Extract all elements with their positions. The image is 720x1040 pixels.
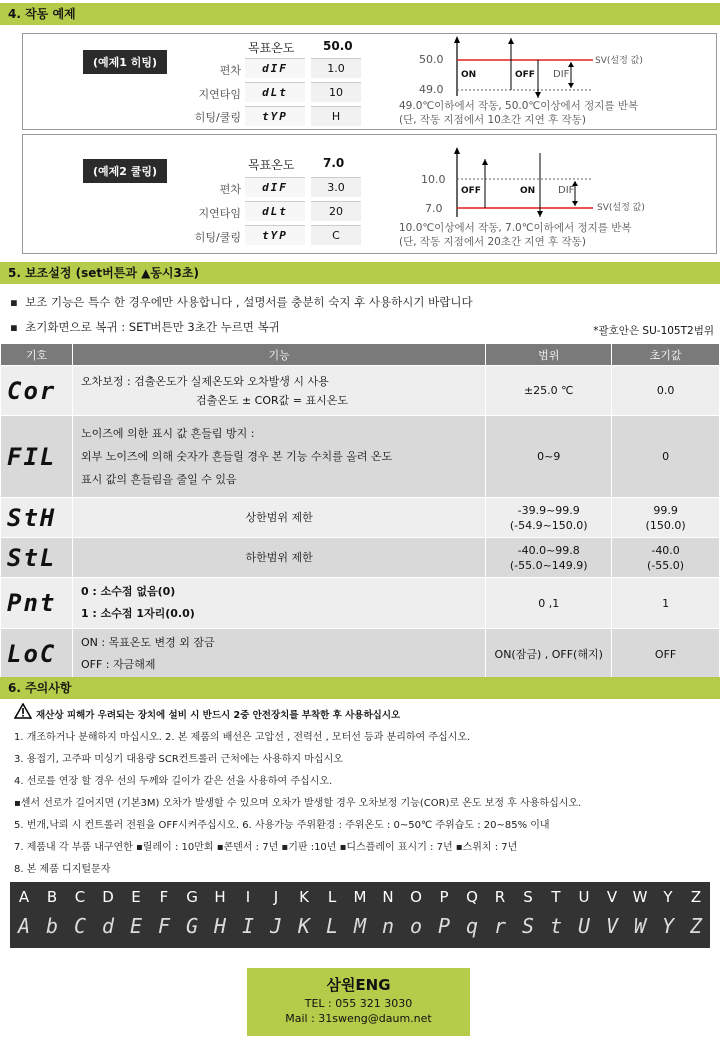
symbol-cell: Cor bbox=[1, 366, 73, 416]
table-header: 기호 bbox=[1, 344, 73, 366]
letter-label: Z bbox=[690, 888, 702, 906]
letter-label: V bbox=[606, 888, 618, 906]
table-row bbox=[1, 629, 720, 680]
param-label: 편차 bbox=[219, 183, 241, 196]
chart-note: (단, 작동 지점에서 10초간 지연 후 작동) bbox=[399, 114, 586, 126]
function-cell: 상한범위 제한 bbox=[72, 498, 485, 538]
digital-glyph: I bbox=[241, 914, 255, 938]
letter-label: K bbox=[299, 888, 309, 906]
param-value: 10 bbox=[311, 82, 361, 102]
table-row bbox=[1, 538, 720, 578]
chart-high-value: 10.0 bbox=[421, 173, 446, 186]
digital-glyph: V bbox=[605, 914, 619, 938]
param-label: 히팅/쿨링 bbox=[194, 111, 241, 124]
chart-off-label: OFF bbox=[461, 186, 481, 196]
table-header: 범위 bbox=[486, 344, 612, 366]
chart-sv-label: SV(설정 값) bbox=[595, 56, 643, 66]
digital-glyph: Y bbox=[661, 914, 675, 938]
init-cell: OFF bbox=[612, 629, 720, 680]
digital-glyph: Z bbox=[689, 914, 703, 938]
digital-glyph: E bbox=[129, 914, 143, 938]
letter-label: R bbox=[494, 888, 506, 906]
param-label: 지연타임 bbox=[198, 88, 241, 101]
letter-label: N bbox=[382, 888, 394, 906]
param-value: 1.0 bbox=[311, 58, 361, 78]
digital-glyph: F bbox=[157, 914, 171, 938]
chart-dif-label: DIF bbox=[558, 185, 575, 196]
digital-glyph: P bbox=[437, 914, 451, 938]
chart-off-label: OFF bbox=[515, 70, 535, 80]
table-header: 기능 bbox=[72, 344, 485, 366]
letter-label: O bbox=[410, 888, 422, 906]
caution-item: 5. 번개,낙뢰 시 컨트롤러 전원을 OFF시켜주십시오. 6. 사용가능 주위환경 : 주위온도 : 0~50℃ 주위습도 : 20~85% 이내 bbox=[14, 820, 550, 831]
letter-label: C bbox=[74, 888, 86, 906]
digital-glyph: G bbox=[185, 914, 199, 938]
caution-item: 7. 제품내 각 부품 내구연한 ▪릴레이 : 10만회 ▪콘덴서 : 7년 ▪기판 :10년 ▪디스플레이 표시기 : 7년 ▪스위치 : 7년 bbox=[14, 842, 518, 853]
param-value: 3.0 bbox=[311, 177, 361, 197]
aux-settings-table bbox=[0, 343, 720, 680]
digital-glyph: C bbox=[73, 914, 87, 938]
letter-label: F bbox=[159, 888, 169, 906]
caution-item: 3. 용접기, 고주파 미싱기 대용량 SCR컨트롤러 근처에는 사용하지 마십시오 bbox=[14, 754, 343, 765]
digital-glyph: n bbox=[381, 914, 395, 938]
chart-dif-label: DIF bbox=[553, 69, 570, 80]
function-cell: 하한범위 제한 bbox=[72, 538, 485, 578]
caution-item: 8. 본 제품 디지털문자 bbox=[14, 864, 111, 875]
range-cell: ON(잠금) , OFF(해지) bbox=[486, 629, 612, 680]
param-value: 20 bbox=[311, 201, 361, 221]
section-4-header: 4. 작동 예제 bbox=[0, 3, 720, 25]
digital-glyph: d bbox=[101, 914, 115, 938]
letter-label: P bbox=[439, 888, 449, 906]
range-cell: -40.0~99.8 (-55.0~149.9) bbox=[486, 538, 612, 578]
digital-glyph: M bbox=[353, 914, 367, 938]
function-cell: 오차보정 : 검출온도가 실제온도와 오차발생 시 사용 검출온도 ± COR값 = 표시온도 bbox=[72, 366, 485, 416]
bullet-item: ▪ 보조 기능은 특수 한 경우에만 사용합니다 , 설명서를 충분히 숙지 후 사용하시기 바랍니다 bbox=[10, 295, 473, 309]
function-cell: 노이즈에 의한 표시 값 흔들림 방지 : 외부 노이즈에 의해 숫자가 흔들릴 경우 본 기능 수치를 올려 온도 표시 값의 흔들림을 줄일 수 있음 bbox=[72, 416, 485, 498]
target-temp-label: 목표온도 bbox=[248, 158, 295, 172]
target-temp-value: 7.0 bbox=[323, 156, 345, 170]
example-heating-box bbox=[22, 33, 717, 130]
table-row bbox=[1, 366, 720, 416]
table-header: 초기값 bbox=[612, 344, 720, 366]
table-row bbox=[1, 578, 720, 629]
target-temp-label: 목표온도 bbox=[248, 41, 295, 55]
range-cell: -39.9~99.9 (-54.9~150.0) bbox=[486, 498, 612, 538]
chart-on-label: ON bbox=[520, 186, 536, 196]
letter-label: G bbox=[186, 888, 198, 906]
digital-glyph: H bbox=[213, 914, 227, 938]
chart-sv-label: SV(설정 값) bbox=[597, 203, 645, 213]
warning-icon bbox=[14, 703, 32, 719]
digital-glyph: q bbox=[465, 914, 479, 938]
function-cell: ON : 목표온도 변경 외 잠금 OFF : 자금해제 bbox=[72, 629, 485, 680]
chart-low-value: 7.0 bbox=[425, 202, 443, 215]
range-cell: 0~9 bbox=[486, 416, 612, 498]
param-code: dIF bbox=[245, 58, 305, 78]
param-value: C bbox=[311, 225, 361, 245]
letter-label: Q bbox=[466, 888, 478, 906]
example-cooling-box bbox=[22, 134, 717, 254]
range-cell: ±25.0 ℃ bbox=[486, 366, 612, 416]
chart-high-value: 50.0 bbox=[419, 53, 444, 66]
section-6-header: 6. 주의사항 bbox=[0, 677, 720, 699]
symbol-cell: Pnt bbox=[1, 578, 73, 629]
letter-label: J bbox=[273, 888, 279, 906]
param-label: 지연타임 bbox=[198, 207, 241, 220]
param-code: dLt bbox=[245, 201, 305, 221]
digital-glyph: J bbox=[269, 914, 283, 938]
caution-item: 4. 선로를 연장 할 경우 선의 두께와 길이가 같은 선을 사용하여 주십시오. bbox=[14, 776, 333, 787]
letter-label: W bbox=[632, 888, 648, 906]
param-code: tYP bbox=[245, 106, 305, 126]
digital-glyph: K bbox=[297, 914, 311, 938]
range-cell: 0 ,1 bbox=[486, 578, 612, 629]
digital-glyph: r bbox=[493, 914, 507, 938]
param-code: dIF bbox=[245, 177, 305, 197]
phone-number: TEL : 055 321 3030 bbox=[304, 997, 413, 1010]
letter-label: D bbox=[102, 888, 114, 906]
init-cell: -40.0 (-55.0) bbox=[612, 538, 720, 578]
digital-alphabet-chart bbox=[10, 882, 710, 948]
letter-label: S bbox=[523, 888, 533, 906]
chart-note: (단, 작동 지점에서 20초간 지연 후 작동) bbox=[399, 236, 586, 248]
target-temp-value: 50.0 bbox=[323, 39, 353, 53]
digital-glyph: U bbox=[577, 914, 591, 938]
digital-glyph: W bbox=[633, 914, 647, 938]
example-heating-label: (예제1 히팅) bbox=[83, 50, 167, 74]
param-code: tYP bbox=[245, 225, 305, 245]
digital-glyph: L bbox=[325, 914, 339, 938]
bullet-item: ▪ 초기화면으로 복귀 : SET버튼만 3초간 누르면 복귀 bbox=[10, 320, 280, 334]
example-cooling-label: (예제2 쿨링) bbox=[83, 159, 167, 183]
param-label: 히팅/쿨링 bbox=[194, 231, 241, 244]
digital-glyph: S bbox=[521, 914, 535, 938]
chart-low-value: 49.0 bbox=[419, 83, 444, 96]
init-cell: 99.9 (150.0) bbox=[612, 498, 720, 538]
symbol-cell: StL bbox=[1, 538, 73, 578]
table-row bbox=[1, 416, 720, 498]
param-code: dLt bbox=[245, 82, 305, 102]
caution-item: ▪센서 선로가 길어지면 (기본3M) 오차가 발생할 수 있으며 오차가 발생할 경우 오차보정 기능(COR)로 온도 보정 후 사용하십시오. bbox=[14, 798, 582, 809]
letter-label: B bbox=[46, 888, 58, 906]
caution-item: 1. 개조하거나 분해하지 마십시오. 2. 본 제품의 배선은 고압선 , 전력선 , 모터선 등과 분리하여 주십시오. bbox=[14, 732, 471, 743]
section-5-header: 5. 보조설정 (set버튼과 ▲동시3초) bbox=[0, 262, 720, 284]
init-cell: 0 bbox=[612, 416, 720, 498]
digital-glyph: b bbox=[45, 914, 59, 938]
function-cell: 0 : 소수점 없음(0) 1 : 소수점 1자리(0.0) bbox=[72, 578, 485, 629]
letter-label: H bbox=[214, 888, 226, 906]
letter-label: T bbox=[551, 888, 561, 906]
symbol-cell: StH bbox=[1, 498, 73, 538]
letter-label: A bbox=[18, 888, 30, 906]
letter-label: U bbox=[578, 888, 590, 906]
letter-label: I bbox=[245, 888, 251, 906]
company-name: 삼원ENG bbox=[326, 976, 391, 994]
letter-label: M bbox=[353, 888, 367, 906]
init-cell: 1 bbox=[612, 578, 720, 629]
chart-note: 49.0℃이하에서 작동, 50.0℃이상에서 정지를 반복 bbox=[399, 100, 639, 112]
digital-glyph: o bbox=[409, 914, 423, 938]
email-address: Mail : 31sweng@daum.net bbox=[285, 1012, 432, 1025]
init-cell: 0.0 bbox=[612, 366, 720, 416]
symbol-cell: LoC bbox=[1, 629, 73, 680]
digital-glyph: t bbox=[549, 914, 563, 938]
letter-label: L bbox=[327, 888, 337, 906]
chart-on-label: ON bbox=[461, 70, 477, 80]
digital-glyph: A bbox=[17, 914, 31, 938]
chart-note: 10.0℃이상에서 작동, 7.0℃이하에서 정지를 반복 bbox=[399, 222, 632, 234]
symbol-cell: FIL bbox=[1, 416, 73, 498]
param-value: H bbox=[311, 106, 361, 126]
param-label: 편차 bbox=[219, 64, 241, 77]
range-note: *괄호안은 SU-105T2범위 bbox=[593, 325, 714, 337]
warning-text: 재산상 피해가 우려되는 장치에 설비 시 반드시 2중 안전장치를 부착한 후 사용하십시오 bbox=[36, 710, 401, 721]
footer-contact bbox=[247, 968, 470, 1036]
letter-label: Y bbox=[663, 888, 673, 906]
table-row bbox=[1, 498, 720, 538]
letter-label: E bbox=[131, 888, 141, 906]
